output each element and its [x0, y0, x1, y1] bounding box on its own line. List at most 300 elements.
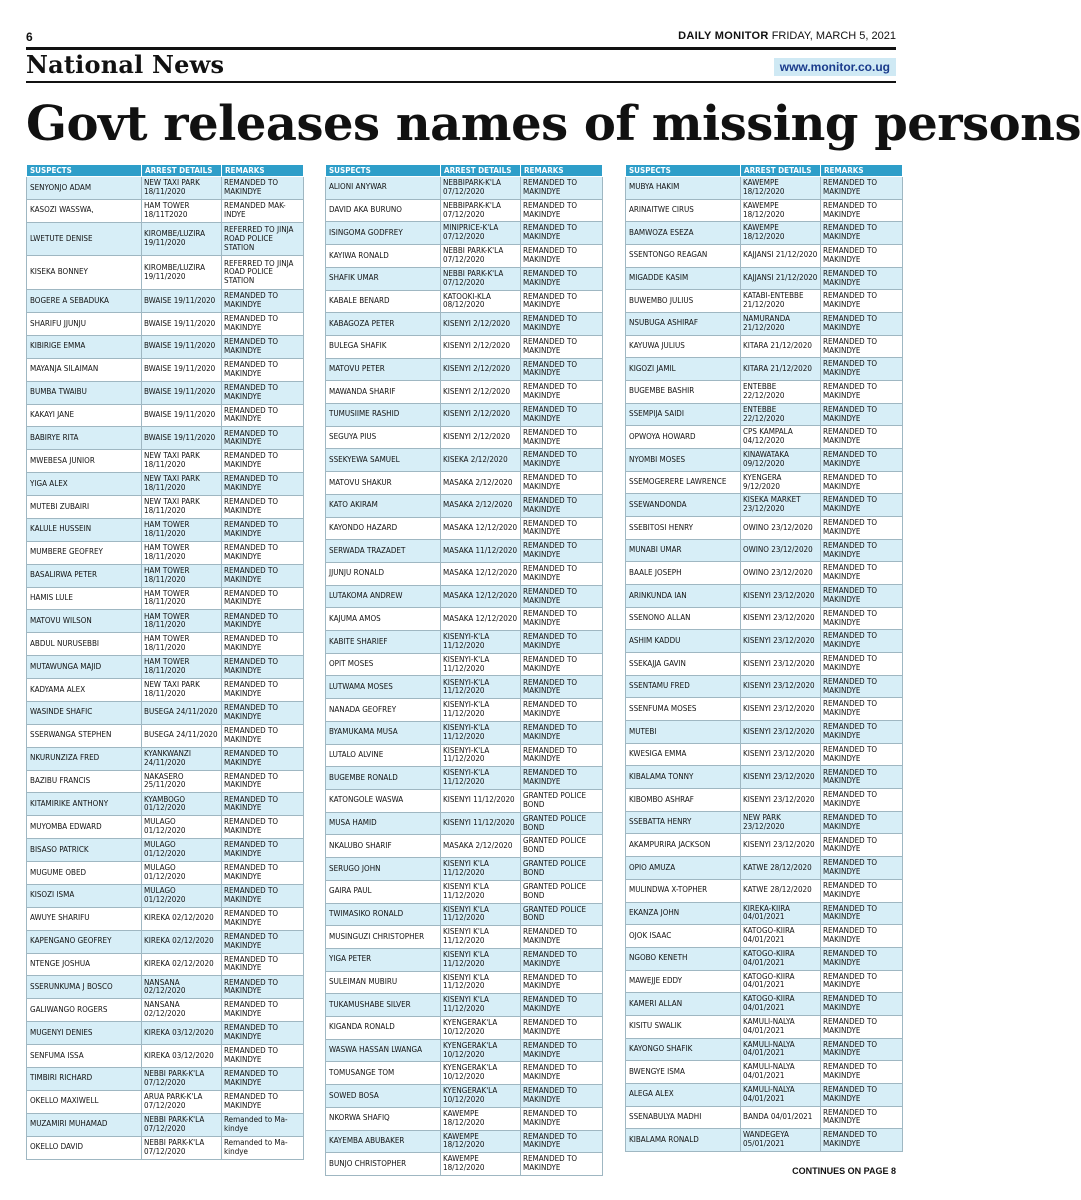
table-row	[326, 1085, 603, 1108]
table-row	[326, 835, 603, 858]
suspect-name: BYAMUKAMA MUSA	[326, 721, 441, 744]
suspect-name: ALIONI ANYWAR	[326, 177, 441, 200]
remarks: REMANDED TO MAKINDYE	[222, 862, 304, 885]
suspect-name: SERUGO JOHN	[326, 858, 441, 881]
suspect-name: LUTWAMA MOSES	[326, 676, 441, 699]
remarks: Remanded to Ma-kindye	[222, 1136, 304, 1159]
arrest-details: KISENYI-K'LA 11/12/2020	[441, 631, 521, 654]
remarks: REMANDED TO MAKINDYE	[222, 839, 304, 862]
suspect-name: WASWA HASSAN LWANGA	[326, 1039, 441, 1062]
arrest-details: KISENYI K'LA 11/12/2020	[441, 903, 521, 926]
arrest-details: KISENYI 23/12/2020	[741, 653, 821, 676]
arrest-details: BWAISE 19/11/2020	[142, 358, 222, 381]
suspect-name: KIGANDA RONALD	[326, 1017, 441, 1040]
remarks: GRANTED POLICE BOND	[521, 835, 603, 858]
table-row	[626, 494, 903, 517]
arrest-details: ENTEBBE 22/12/2020	[741, 381, 821, 404]
arrest-details: KIROMBE/LUZIRA 19/11/2020	[142, 256, 222, 290]
suspect-name: MUSINGUZI CHRISTOPHER	[326, 926, 441, 949]
arrest-details: KISENYI 11/12/2020	[441, 789, 521, 812]
table-row	[27, 358, 304, 381]
table-row	[326, 472, 603, 495]
table-row	[27, 884, 304, 907]
suspect-name: WASINDE SHAFIC	[27, 701, 142, 724]
section-title: National News	[26, 50, 225, 79]
suspect-name: NTENGE JOSHUA	[27, 953, 142, 976]
arrest-details: KISENYI 23/12/2020	[741, 834, 821, 857]
arrest-details: KAWEMPE 18/12/2020	[741, 177, 821, 200]
remarks: REMANDED TO MAKINDYE	[521, 562, 603, 585]
arrest-details: NEBBI PARK-K'LA 07/12/2020	[142, 1113, 222, 1136]
remarks: REMANDED TO MAKINDYE	[821, 630, 903, 653]
table-row	[326, 653, 603, 676]
table-row	[626, 335, 903, 358]
arrest-details: MULAGO 01/12/2020	[142, 816, 222, 839]
table-row	[326, 245, 603, 268]
table-row	[27, 587, 304, 610]
suspect-name: SHAFIK UMAR	[326, 267, 441, 290]
table-row	[626, 1061, 903, 1084]
suspect-name: MUGUME OBED	[27, 862, 142, 885]
suspect-name: YIGA PETER	[326, 948, 441, 971]
header-arrest-details: ARREST DETAILS	[441, 165, 521, 177]
arrest-details: OWINO 23/12/2020	[741, 539, 821, 562]
suspect-name: SULEIMAN MUBIRU	[326, 971, 441, 994]
remarks: REMANDED TO MAKINDYE	[821, 1083, 903, 1106]
table-row	[326, 199, 603, 222]
table-row	[27, 1090, 304, 1113]
remarks: REMANDED TO MAKINDYE	[821, 947, 903, 970]
arrest-details: NEW TAXI PARK 18/11/2020	[142, 473, 222, 496]
arrest-details: BWAISE 19/11/2020	[142, 313, 222, 336]
remarks: REMANDED TO MAKINDYE	[821, 335, 903, 358]
suspect-name: KABAGOZA PETER	[326, 313, 441, 336]
table-row	[326, 789, 603, 812]
table-row	[326, 222, 603, 245]
remarks: REMANDED TO MAKINDYE	[821, 698, 903, 721]
remarks: REMANDED TO MAKINDYE	[521, 744, 603, 767]
table-row	[27, 610, 304, 633]
table-row	[326, 971, 603, 994]
table-row	[326, 335, 603, 358]
suspect-name: GAIRA PAUL	[326, 880, 441, 903]
suspect-name: MUMBERE GEOFREY	[27, 541, 142, 564]
remarks: REMANDED TO MAKINDYE	[222, 496, 304, 519]
suspect-name: LUTAKOMA ANDREW	[326, 585, 441, 608]
arrest-details: ENTEBBE 22/12/2020	[741, 403, 821, 426]
arrest-details: KISENYI 23/12/2020	[741, 607, 821, 630]
suspect-name: TIMBIRI RICHARD	[27, 1067, 142, 1090]
table-row	[27, 976, 304, 999]
arrest-details: KINAWATAKA 09/12/2020	[741, 449, 821, 472]
remarks: REMANDED TO MAKINDYE	[821, 834, 903, 857]
suspect-name: MUTEBI	[626, 721, 741, 744]
table-row	[326, 676, 603, 699]
remarks: REMANDED TO MAKINDYE	[821, 993, 903, 1016]
arrest-details: KISENYI 23/12/2020	[741, 721, 821, 744]
table-row	[27, 724, 304, 747]
suspect-name: GALIWANGO ROGERS	[27, 999, 142, 1022]
remarks: REMANDED TO MAKINDYE	[821, 607, 903, 630]
remarks: REMANDED TO MAKINDYE	[222, 290, 304, 313]
table-row	[626, 199, 903, 222]
continues-note: CONTINUES ON PAGE 8	[792, 1166, 896, 1176]
suspect-name: NYOMBI MOSES	[626, 449, 741, 472]
suspect-name: SSERUNKUMA J BOSCO	[27, 976, 142, 999]
remarks: REMANDED TO MAKINDYE	[821, 358, 903, 381]
table-row	[626, 426, 903, 449]
remarks: REMANDED TO MAKINDYE	[521, 313, 603, 336]
table-row	[626, 993, 903, 1016]
remarks: REMANDED TO MAKINDYE	[222, 907, 304, 930]
remarks: REMANDED TO MAKINDYE	[821, 675, 903, 698]
arrest-details: KAWEMPE 18/12/2020	[741, 199, 821, 222]
table-row	[326, 994, 603, 1017]
remarks: REMANDED TO MAKINDYE	[521, 426, 603, 449]
suspect-name: HAMIS LULE	[27, 587, 142, 610]
arrest-details: BUSEGA 24/11/2020	[142, 724, 222, 747]
suspect-name: DAVID AKA BURUNO	[326, 199, 441, 222]
arrest-details: KAJJANSI 21/12/2020	[741, 245, 821, 268]
table-row	[626, 1106, 903, 1129]
table-row	[626, 879, 903, 902]
table-row	[626, 630, 903, 653]
table-row	[626, 313, 903, 336]
suspect-name: OKELLO DAVID	[27, 1136, 142, 1159]
table-row	[326, 926, 603, 949]
arrest-details: KYENGERA 9/12/2020	[741, 471, 821, 494]
suspect-name: KATONGOLE WASWA	[326, 789, 441, 812]
remarks: REMANDED TO MAKINDYE	[222, 541, 304, 564]
table-row	[626, 721, 903, 744]
arrest-details: KAJJANSI 21/12/2020	[741, 267, 821, 290]
remarks: REMANDED TO MAKINDYE	[521, 267, 603, 290]
suspect-name: SSEWANDONDA	[626, 494, 741, 517]
suspect-name: SSENTAMU FRED	[626, 675, 741, 698]
remarks: REMANDED TO MAKINDYE	[222, 701, 304, 724]
suspect-name: MUSA HAMID	[326, 812, 441, 835]
table-row	[27, 999, 304, 1022]
arrest-details: KATOOKI-KLA 08/12/2020	[441, 290, 521, 313]
table-row	[27, 862, 304, 885]
remarks: REMANDED TO MAKINDYE	[521, 177, 603, 200]
arrest-details: BUSEGA 24/11/2020	[142, 701, 222, 724]
suspect-name: SSEBITOSI HENRY	[626, 517, 741, 540]
table-row	[27, 839, 304, 862]
suspect-name: KISITU SWALIK	[626, 1015, 741, 1038]
remarks: REFERRED TO JINJA ROAD POLICE STATION	[222, 256, 304, 290]
table-row	[626, 653, 903, 676]
suspect-name: BAALE JOSEPH	[626, 562, 741, 585]
suspect-name: SSEMOGERERE LAWRENCE	[626, 471, 741, 494]
suspect-name: NSUBUGA ASHIRAF	[626, 313, 741, 336]
suspect-name: ASHIM KADDU	[626, 630, 741, 653]
table-row	[27, 313, 304, 336]
remarks: REMANDED TO MAKINDYE	[821, 1015, 903, 1038]
remarks: REMANDED TO MAKINDYE	[821, 222, 903, 245]
remarks: REMANDED TO MAKINDYE	[821, 199, 903, 222]
issue-date: FRIDAY, MARCH 5, 2021	[771, 30, 896, 42]
arrest-details: KISENYI-K'LA 11/12/2020	[441, 744, 521, 767]
arrest-details: KYENGERAK'LA 10/12/2020	[441, 1062, 521, 1085]
table-row	[27, 1113, 304, 1136]
header-arrest-details: ARREST DETAILS	[142, 165, 222, 177]
remarks: REMANDED TO MAKINDYE	[521, 335, 603, 358]
paper-name: DAILY MONITOR	[678, 30, 769, 42]
arrest-details: NEW TAXI PARK 18/11/2020	[142, 177, 222, 200]
suspect-name: LUTALO ALVINE	[326, 744, 441, 767]
table-row	[326, 494, 603, 517]
table-row	[27, 290, 304, 313]
suspect-name: BUWEMBO JULIUS	[626, 290, 741, 313]
remarks: REMANDED TO MAKINDYE	[222, 679, 304, 702]
arrest-details: NEBBI PARK-K'LA 07/12/2020	[142, 1136, 222, 1159]
suspect-name: BWENGYE ISMA	[626, 1061, 741, 1084]
table-row	[326, 585, 603, 608]
table-row	[27, 701, 304, 724]
suspect-name: KIBALAMA TONNY	[626, 766, 741, 789]
arrest-details: KISENYI 2/12/2020	[441, 313, 521, 336]
arrest-details: MASAKA 12/12/2020	[441, 562, 521, 585]
table-row	[626, 449, 903, 472]
remarks: REMANDED TO MAKINDYE	[222, 999, 304, 1022]
suspect-name: TUMUSIIME RASHID	[326, 404, 441, 427]
suspect-name: KATO AKIRAM	[326, 494, 441, 517]
suspect-name: TUKAMUSHABE SILVER	[326, 994, 441, 1017]
remarks: REMANDED TO MAKINDYE	[821, 925, 903, 948]
arrest-details: KIREKA 03/12/2020	[142, 1045, 222, 1068]
arrest-details: MULAGO 01/12/2020	[142, 839, 222, 862]
table-row	[326, 1039, 603, 1062]
header-remarks: REMARKS	[521, 165, 603, 177]
suspect-name: MUNABI UMAR	[626, 539, 741, 562]
remarks: REMANDED TO MAKINDYE	[521, 358, 603, 381]
remarks: REMANDED TO MAKINDYE	[521, 404, 603, 427]
arrest-details: HAM TOWER 18/11/2020	[142, 564, 222, 587]
table-row	[27, 541, 304, 564]
remarks: REMANDED TO MAKINDYE	[821, 811, 903, 834]
suspect-name: SSENONO ALLAN	[626, 607, 741, 630]
suspect-name: OPIO AMUZA	[626, 857, 741, 880]
suspect-name: TWIMASIKO RONALD	[326, 903, 441, 926]
suspect-name: SSEBATTA HENRY	[626, 811, 741, 834]
remarks: REMANDED TO MAKINDYE	[821, 403, 903, 426]
arrest-details: MASAKA 12/12/2020	[441, 517, 521, 540]
suspect-name: MUTAWUNGA MAJID	[27, 656, 142, 679]
suspect-name: KAYONDO HAZARD	[326, 517, 441, 540]
arrest-details: KISENYI-K'LA 11/12/2020	[441, 699, 521, 722]
table-row	[626, 743, 903, 766]
suspect-name: JJUNJU RONALD	[326, 562, 441, 585]
table-row	[626, 698, 903, 721]
table-row	[626, 834, 903, 857]
table-row	[326, 426, 603, 449]
suspect-name: SOWED BOSA	[326, 1085, 441, 1108]
website-link[interactable]: www.monitor.co.ug	[774, 58, 896, 76]
suspect-name: MULINDWA X-TOPHER	[626, 879, 741, 902]
remarks: REMANDED TO MAKINDYE	[222, 953, 304, 976]
suspect-name: ALEGA ALEX	[626, 1083, 741, 1106]
arrest-details: KATWE 28/12/2020	[741, 857, 821, 880]
arrest-details: NEBBIPARK-K'LA 07/12/2020	[441, 177, 521, 200]
arrest-details: HAM TOWER 18/11/2020	[142, 518, 222, 541]
remarks: GRANTED POLICE BOND	[521, 858, 603, 881]
table-row	[27, 496, 304, 519]
arrest-details: KISENYI 2/12/2020	[441, 335, 521, 358]
table-row	[27, 1022, 304, 1045]
arrest-details: BWAISE 19/11/2020	[142, 335, 222, 358]
arrest-details: HAM TOWER 18/11/2020	[142, 541, 222, 564]
suspect-name: OPIT MOSES	[326, 653, 441, 676]
arrest-details: KAMULI-NALYA 04/01/2021	[741, 1038, 821, 1061]
suspect-name: MATOVU PETER	[326, 358, 441, 381]
table-row	[626, 222, 903, 245]
remarks: REMANDED TO MAKINDYE	[521, 676, 603, 699]
suspect-name: KASOZI WASSWA,	[27, 199, 142, 222]
remarks: REMANDED TO MAKINDYE	[222, 633, 304, 656]
arrest-details: KAMULI-NALYA 04/01/2021	[741, 1061, 821, 1084]
arrest-details: KISENYI K'LA 11/12/2020	[441, 926, 521, 949]
remarks: REMANDED TO MAKINDYE	[821, 471, 903, 494]
suspect-name: SSEKYEWA SAMUEL	[326, 449, 441, 472]
header-remarks: REMARKS	[821, 165, 903, 177]
suspects-table	[325, 164, 603, 1176]
suspect-name: BOGERE A SEBADUKA	[27, 290, 142, 313]
remarks: REMANDED TO MAKINDYE	[821, 1129, 903, 1152]
suspect-name: KISOZI ISMA	[27, 884, 142, 907]
remarks: REMANDED TO MAKINDYE	[222, 1090, 304, 1113]
table-row	[626, 811, 903, 834]
arrest-details: KISENYI-K'LA 11/12/2020	[441, 653, 521, 676]
table-row	[626, 766, 903, 789]
remarks: REMANDED TO MAKINDYE	[821, 789, 903, 812]
suspect-name: BASALIRWA PETER	[27, 564, 142, 587]
table-row	[27, 450, 304, 473]
remarks: REMANDED TO MAKINDYE	[521, 381, 603, 404]
arrest-details: KYENGERAK'LA 10/12/2020	[441, 1017, 521, 1040]
arrest-details: NEBBI PARK-K'LA 07/12/2020	[441, 267, 521, 290]
remarks: REMANDED TO MAKINDYE	[222, 930, 304, 953]
remarks: REMANDED TO MAKINDYE	[222, 450, 304, 473]
arrest-details: KATOGO-KIIRA 04/01/2021	[741, 925, 821, 948]
arrest-details: KYENGERAK'LA 10/12/2020	[441, 1085, 521, 1108]
table-row	[326, 1153, 603, 1176]
arrest-details: KISEKA 2/12/2020	[441, 449, 521, 472]
table-row	[626, 970, 903, 993]
arrest-details: MASAKA 12/12/2020	[441, 608, 521, 631]
table-row	[326, 1062, 603, 1085]
suspect-name: KAKAYI JANE	[27, 404, 142, 427]
arrest-details: KISENYI 2/12/2020	[441, 404, 521, 427]
remarks: REMANDED TO MAKINDYE	[821, 970, 903, 993]
remarks: GRANTED POLICE BOND	[521, 880, 603, 903]
suspect-name: MIGADDE KASIM	[626, 267, 741, 290]
paper-dateline	[678, 30, 896, 42]
remarks: REMANDED TO MAKINDYE	[521, 472, 603, 495]
table-row	[626, 675, 903, 698]
arrest-details: KYAMBOGO 01/12/2020	[142, 793, 222, 816]
remarks: REMANDED TO MAKINDYE	[521, 290, 603, 313]
suspect-name: ARINAITWE CIRUS	[626, 199, 741, 222]
arrest-details: KISENYI 23/12/2020	[741, 743, 821, 766]
remarks: REMANDED TO MAKINDYE	[222, 656, 304, 679]
remarks: REMANDED TO MAKINDYE	[521, 585, 603, 608]
arrest-details: KIROMBE/LUZIRA 19/11/2020	[142, 222, 222, 256]
suspect-name: MAYANJA SILAIMAN	[27, 358, 142, 381]
remarks: GRANTED POLICE BOND	[521, 812, 603, 835]
suspect-name: KAMERI ALLAN	[626, 993, 741, 1016]
table-row	[626, 358, 903, 381]
suspect-name: KITAMIRIKE ANTHONY	[27, 793, 142, 816]
suspect-name: OJOK ISAAC	[626, 925, 741, 948]
table-row	[27, 256, 304, 290]
remarks: REMANDED TO MAKINDYE	[821, 902, 903, 925]
remarks: REMANDED TO MAKINDYE	[222, 793, 304, 816]
remarks: REMANDED TO MAKINDYE	[821, 766, 903, 789]
table-row	[326, 562, 603, 585]
table-row	[326, 903, 603, 926]
suspect-name: KALULE HUSSEIN	[27, 518, 142, 541]
arrest-details: OWINO 23/12/2020	[741, 517, 821, 540]
remarks: REMANDED TO MAKINDYE	[821, 743, 903, 766]
remarks: REMANDED TO MAKINDYE	[222, 404, 304, 427]
suspect-name: TOMUSANGE TOM	[326, 1062, 441, 1085]
remarks: REMANDED TO MAKINDYE	[222, 884, 304, 907]
remarks: REMANDED TO MAKINDYE	[521, 926, 603, 949]
suspect-name: MATOVU WILSON	[27, 610, 142, 633]
remarks: REMANDED TO MAKINDYE	[222, 381, 304, 404]
table-row	[326, 858, 603, 881]
remarks: REMANDED TO MAKINDYE	[521, 653, 603, 676]
suspects-table	[625, 164, 903, 1152]
remarks: REMANDED TO MAKINDYE	[521, 1153, 603, 1176]
table-row	[27, 381, 304, 404]
arrest-details: OWINO 23/12/2020	[741, 562, 821, 585]
table-row	[27, 199, 304, 222]
arrest-details: NANSANA 02/12/2020	[142, 999, 222, 1022]
remarks: REMANDED TO MAKINDYE	[222, 177, 304, 200]
remarks: GRANTED POLICE BOND	[521, 789, 603, 812]
suspect-name: SHARIFU JJUNJU	[27, 313, 142, 336]
arrest-details: HAM TOWER 18/11/2020	[142, 610, 222, 633]
table-row	[326, 404, 603, 427]
remarks: REMANDED TO MAKINDYE	[222, 1022, 304, 1045]
headline: Govt releases names of missing persons	[26, 96, 1081, 152]
table-row	[626, 539, 903, 562]
remarks: REMANDED TO MAKINDYE	[521, 608, 603, 631]
suspect-name: SEGUYA PIUS	[326, 426, 441, 449]
arrest-details: MASAKA 12/12/2020	[441, 585, 521, 608]
arrest-details: MASAKA 2/12/2020	[441, 835, 521, 858]
suspects-table	[26, 164, 304, 1160]
arrest-details: KISENYI 23/12/2020	[741, 675, 821, 698]
suspect-name: SENYONJO ADAM	[27, 177, 142, 200]
arrest-details: BWAISE 19/11/2020	[142, 381, 222, 404]
table-row	[326, 1017, 603, 1040]
suspect-name: BUMBA TWAIBU	[27, 381, 142, 404]
remarks: REMANDED TO MAKINDYE	[821, 1061, 903, 1084]
table-row	[27, 1045, 304, 1068]
arrest-details: MASAKA 11/12/2020	[441, 540, 521, 563]
arrest-details: NEW PARK 23/12/2020	[741, 811, 821, 834]
remarks: REMANDED TO MAKINDYE	[821, 1106, 903, 1129]
table-row	[27, 427, 304, 450]
arrest-details: MINIPRICE-K'LA 07/12/2020	[441, 222, 521, 245]
suspect-name: KAYUWA JULIUS	[626, 335, 741, 358]
remarks: REMANDED TO MAKINDYE	[821, 879, 903, 902]
suspect-name: BUGEMBE RONALD	[326, 767, 441, 790]
table-row	[326, 381, 603, 404]
